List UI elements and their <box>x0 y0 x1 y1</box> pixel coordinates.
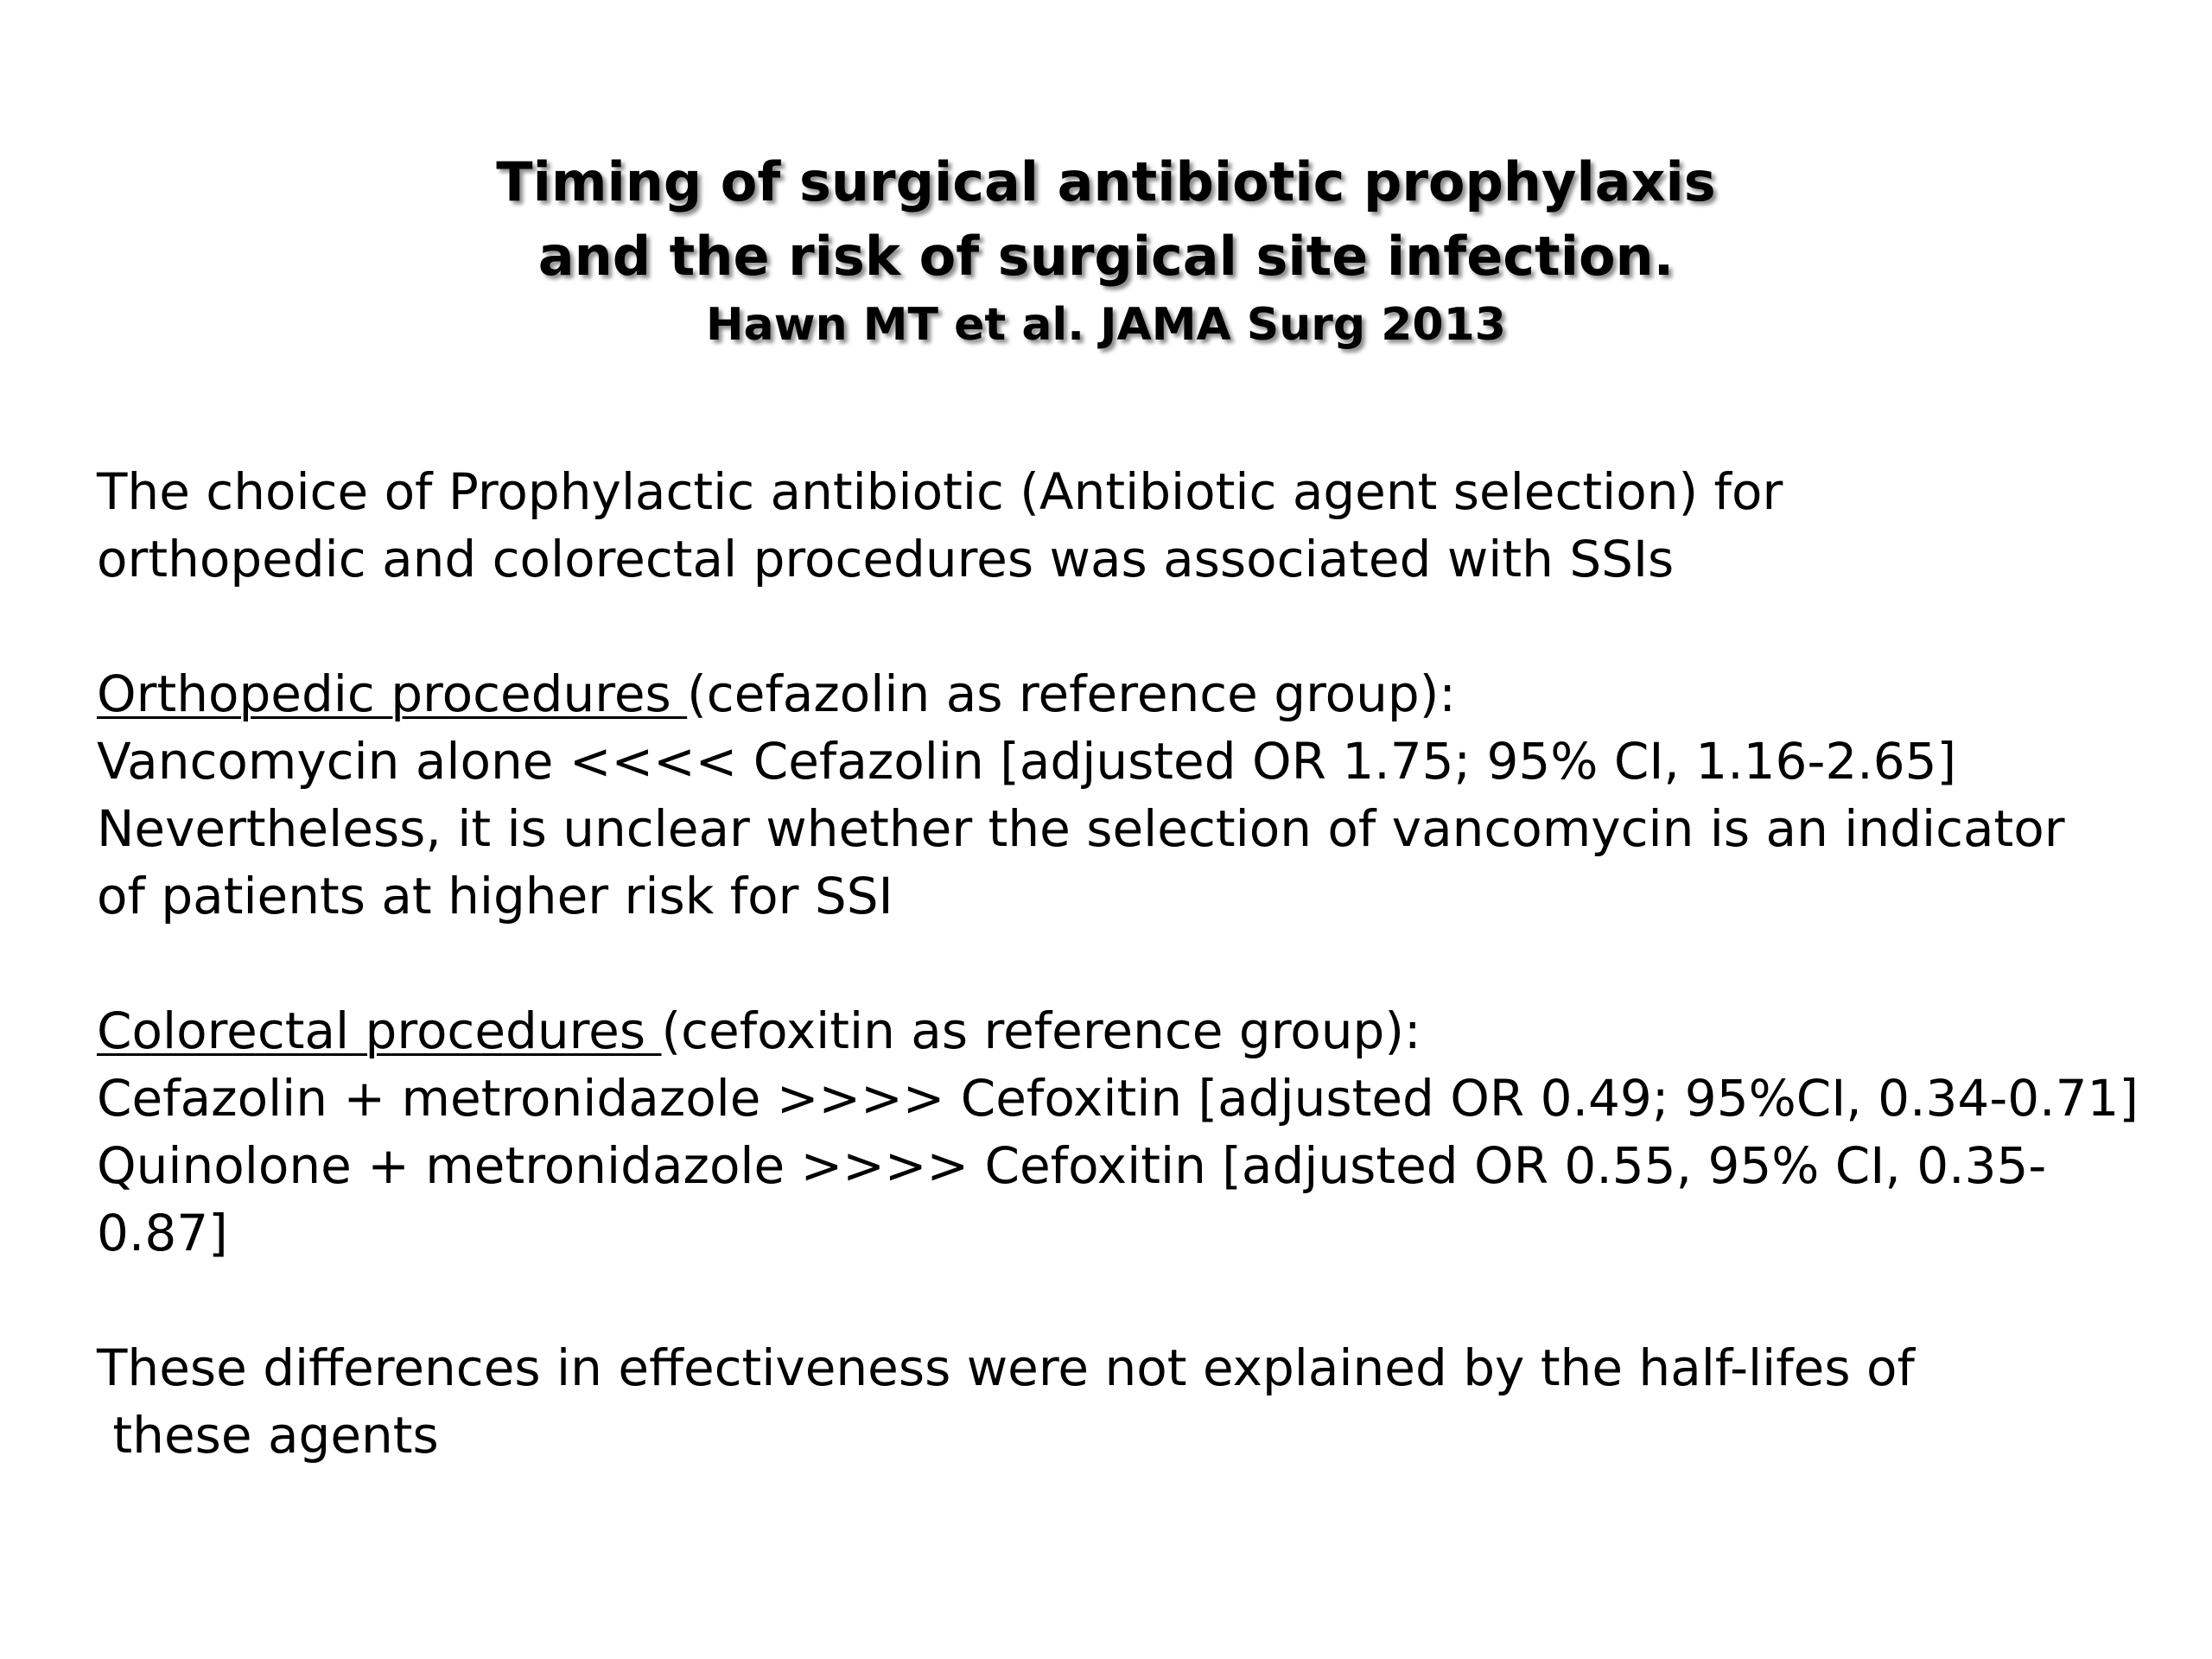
colorectal-line-1: Cefazolin + metronidazole >>>> Cefoxitin [adjusted OR 0.49; 95%CI, 0.34-0.71] <box>97 1069 2139 1128</box>
orthopedic-section <box>97 660 2153 930</box>
citation: Hawn MT et al. JAMA Surg 2013 <box>706 299 1506 351</box>
orthopedic-line-3: of patients at higher risk for SSI <box>97 867 893 925</box>
orthopedic-heading: Orthopedic procedures <box>97 664 688 723</box>
conclusion-line-2: these agents <box>97 1406 439 1465</box>
intro-line-1: The choice of Prophylactic antibiotic (Antibiotic agent selection) for <box>97 462 1783 521</box>
colorectal-line-2: Quinolone + metronidazole >>>> Cefoxitin [adjusted OR 0.55, 95% CI, 0.35- <box>97 1136 2047 1195</box>
conclusion-line-1: These differences in effectiveness were not explained by the half-lifes of <box>97 1338 1915 1397</box>
colorectal-heading-line <box>97 997 2153 1065</box>
orthopedic-line-2: Nevertheless, it is unclear whether the selection of vancomycin is an indicator <box>97 799 2065 858</box>
intro-line-2: orthopedic and colorectal procedures was associated with SSIs <box>97 530 1675 588</box>
colorectal-section <box>97 997 2153 1267</box>
conclusion-paragraph <box>97 1334 2153 1469</box>
colorectal-heading-rest: (cefoxitin as reference group): <box>661 1001 1421 1060</box>
slide-title <box>0 145 2212 356</box>
orthopedic-heading-line <box>97 660 2153 728</box>
title-line-1: Timing of surgical antibiotic prophylaxis <box>496 150 1716 213</box>
intro-paragraph <box>97 458 2153 593</box>
orthopedic-line-1: Vancomycin alone <<<< Cefazolin [adjusted OR 1.75; 95% CI, 1.16-2.65] <box>97 732 1957 791</box>
title-line-2: and the risk of surgical site infection. <box>537 225 1675 288</box>
colorectal-line-3: 0.87] <box>97 1204 228 1262</box>
colorectal-heading: Colorectal procedures <box>97 1001 662 1060</box>
orthopedic-heading-rest: (cefazolin as reference group): <box>687 664 1456 723</box>
